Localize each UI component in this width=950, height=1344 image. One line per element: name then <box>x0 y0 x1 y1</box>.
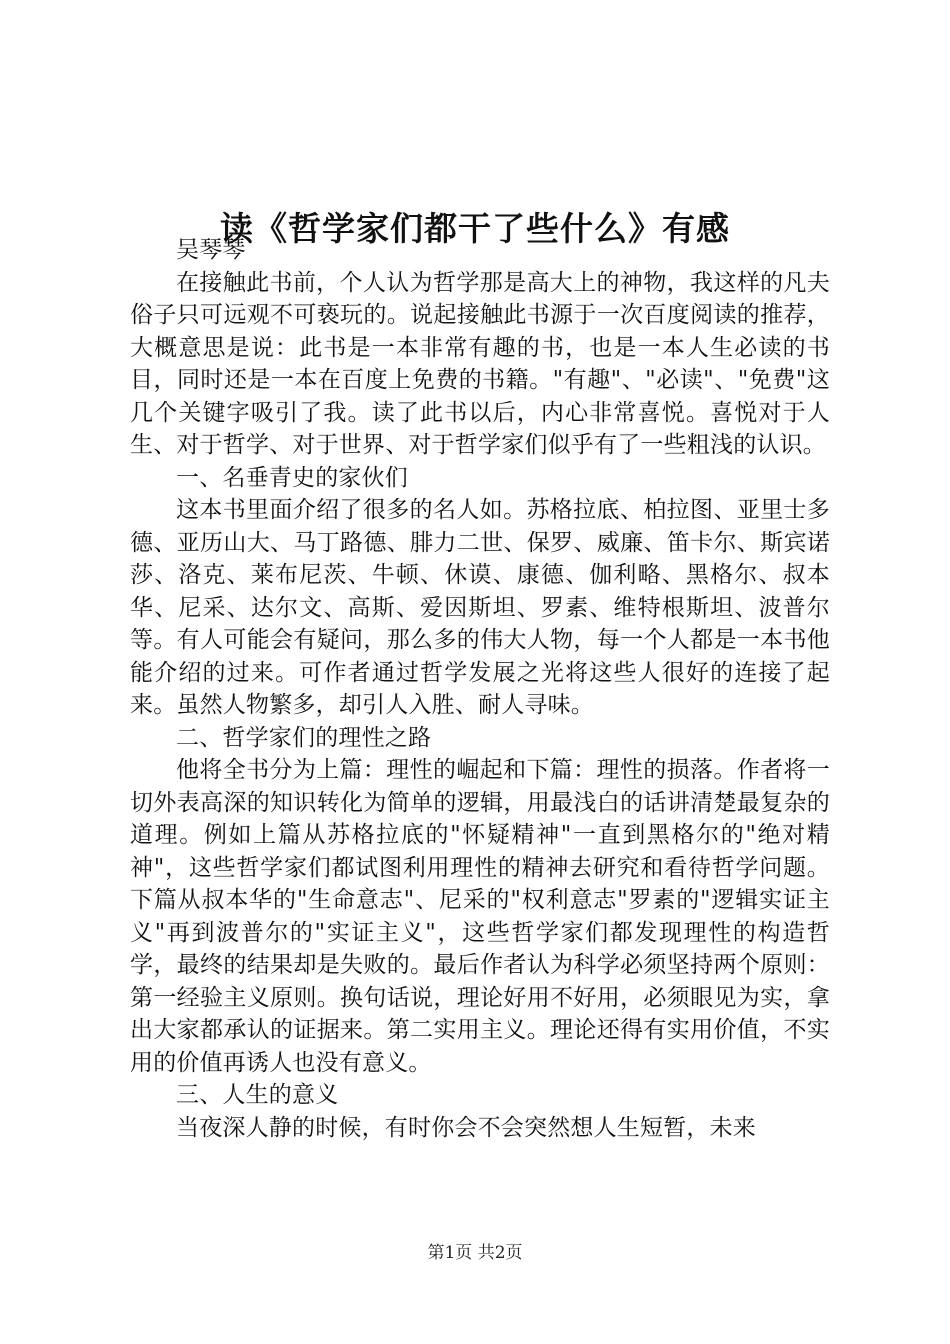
document-body <box>130 234 830 1144</box>
section-heading: 三、人生的意义 <box>176 1082 339 1108</box>
author-line: 吴琴琴 <box>176 237 246 263</box>
paragraph: 在接触此书前，个人认为哲学那是高大上的神物，我这样的凡夫俗子只可远观不可亵玩的。说起接触此书源于一次百度阅读的推荐，大概意思是说：此书是一本非常有趣的书，也是一本人生必读的书目，同时还是一本在百度上免费的书籍。"有趣"、"必读"、"免费"这几个关键字吸引了我。读了此书以后，内心非常喜悦。喜悦对于人生、对于哲学、对于世界、对于哲学家们似乎有了一些粗浅的认识。 <box>130 269 830 458</box>
section-heading: 二、哲学家们的理性之路 <box>176 724 432 751</box>
paragraph: 这本书里面介绍了很多的名人如。苏格拉底、柏拉图、亚里士多德、亚历山大、马丁路德、腓力二世、保罗、威廉、笛卡尔、斯宾诺莎、洛克、莱布尼茨、牛顿、休谟、康德、伽利略、黑格尔、叔本华、尼采、达尔文、高斯、爱因斯坦、罗素、维特根斯坦、波普尔等。有人可能会有疑问，那么多的伟大人物，每一个人都是一本书他能介绍的过来。可作者通过哲学发展之光将这些人很好的连接了起来。虽然人物繁多，却引人入胜、耐人寻味。 <box>130 497 830 718</box>
document-title: 读《哲学家们都干了些什么》有感 <box>220 209 730 249</box>
paragraph: 他将全书分为上篇：理性的崛起和下篇：理性的损落。作者将一切外表高深的知识转化为简单的逻辑，用最浅白的话讲清楚最复杂的道理。例如上篇从苏格拉底的"怀疑精神"一直到黑格尔的"绝对精神"，这些哲学家们都试图利用理性的精神去研究和看待哲学问题。下篇从叔本华的"生命意志"、尼采的"权利意志"罗素的"逻辑实证主义"再到波普尔的"实证主义"，这些哲学家们都发现理性的构造哲学，最终的结果却是失败的。最后作者认为科学必须坚持两个原则：第一经验主义原则。换句话说，理论好用不好用，必须眼见为实，拿出大家都承认的证据来。第二实用主义。理论还得有实用价值，不实用的价值再诱人也没有意义。 <box>130 757 830 1076</box>
paragraph: 当夜深人静的时候，有时你会不会突然想人生短暂，未来 <box>176 1114 756 1141</box>
section-heading: 一、名垂青史的家伙们 <box>176 464 408 491</box>
page-footer: 第1页 共2页 <box>427 1243 523 1263</box>
